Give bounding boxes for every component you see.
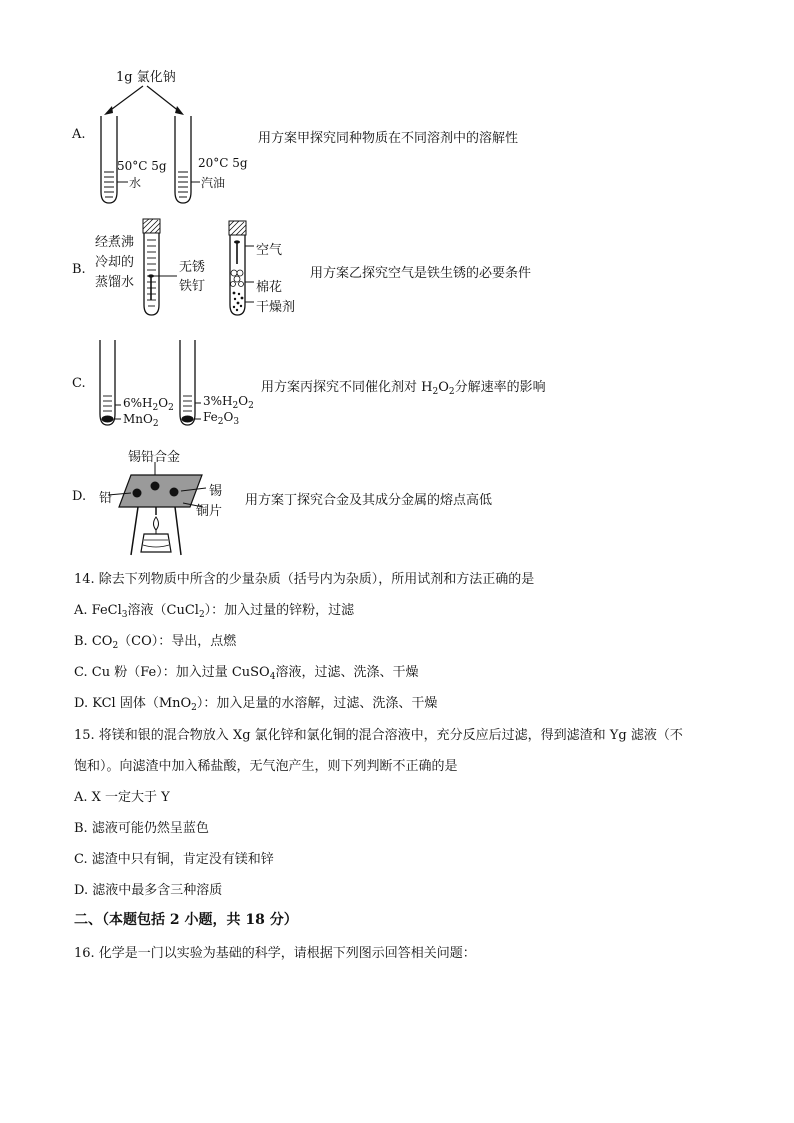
option-a-text: 用方案甲探究同种物质在不同溶剂中的溶解性 <box>258 131 519 146</box>
q15-option-c: C. 滤渣中只有铜，肯定没有镁和锌 <box>74 852 274 867</box>
q15-option-b: B. 滤液可能仍然呈蓝色 <box>74 821 209 836</box>
lead-label: 铅 <box>99 491 113 506</box>
q15-stem-line1: 15. 将镁和银的混合物放入 Xg 氯化锌和氯化铜的混合溶液中，充分反应后过滤，得到滤渣和 Yg 滤液（不 <box>74 728 683 743</box>
q16-stem: 16. 化学是一门以实验为基础的科学，请根据下列图示回答相关问题： <box>74 946 476 961</box>
desiccant-label: 干燥剂 <box>256 300 296 315</box>
tube1-temp-mass-label: 50°C 5g <box>117 159 167 173</box>
gasoline-label: 汽油 <box>201 176 226 190</box>
sodium-chloride-label: 1g 氯化钠 <box>116 70 176 85</box>
water-label: 水 <box>129 176 142 190</box>
cotton-label: 棉花 <box>256 280 283 295</box>
boiled-water-label-line2: 冷却的 <box>95 255 135 270</box>
q14-option-d: D. KCl 固体（MnO$_2$）：加入足量的水溶解，过滤、洗涤、干燥 <box>74 696 438 713</box>
h2o2-6pct-label: $6\%H_2O_2$ <box>123 396 174 413</box>
q15-stem-line2: 饱和）。向滤渣中加入稀盐酸，无气泡产生，则下列判断不正确的是 <box>74 759 458 774</box>
q14-option-c: C. Cu 粉（Fe）：加入过量 CuSO$_4$溶液，过滤、洗涤、干燥 <box>74 665 419 682</box>
tube2-temp-mass-label: 20°C 5g <box>198 156 248 170</box>
air-label: 空气 <box>256 243 283 258</box>
option-c-text: 用方案丙探究不同催化剂对 $H_2O_2$分解速率的影响 <box>261 380 546 397</box>
q15-option-a: A. X 一定大于 Y <box>74 790 170 805</box>
option-d-letter: D. <box>72 489 87 504</box>
option-b-letter: B. <box>72 262 86 277</box>
q14-stem: 14. 除去下列物质中所含的少量杂质（括号内为杂质），所用试剂和方法正确的是 <box>74 572 535 587</box>
option-c-letter: C. <box>72 376 86 391</box>
option-d-text: 用方案丁探究合金及其成分金属的熔点高低 <box>245 493 493 508</box>
rust-free-label: 无锈 <box>179 260 206 275</box>
alloy-label: 锡铅合金 <box>128 450 181 465</box>
fe2o3-label: $Fe_2O_3$ <box>203 410 240 427</box>
boiled-water-label-line3: 蒸馏水 <box>95 275 135 290</box>
section-2-title: 二、（本题包括 2 小题，共 18 分） <box>74 912 298 928</box>
q14-option-b: B. $CO_2(CO)$：导出，点燃 <box>74 634 237 651</box>
option-a-letter: A. <box>72 127 86 142</box>
q14-option-a: A. FeCl$_3$溶液（CuCl$_2$）：加入过量的锌粉，过滤 <box>74 603 355 620</box>
tin-label: 锡 <box>209 484 223 499</box>
copper-plate-label: 铜片 <box>196 504 223 519</box>
boiled-water-label-line1: 经煮沸 <box>95 235 135 250</box>
iron-nail-label: 铁钉 <box>179 279 206 294</box>
mno2-label: MnO$_2$ <box>123 412 159 429</box>
h2o2-3pct-label: $3\%H_2O_2$ <box>203 394 254 411</box>
option-b-text: 用方案乙探究空气是铁生锈的必要条件 <box>310 266 532 281</box>
q15-option-d: D. 滤液中最多含三种溶质 <box>74 883 223 898</box>
